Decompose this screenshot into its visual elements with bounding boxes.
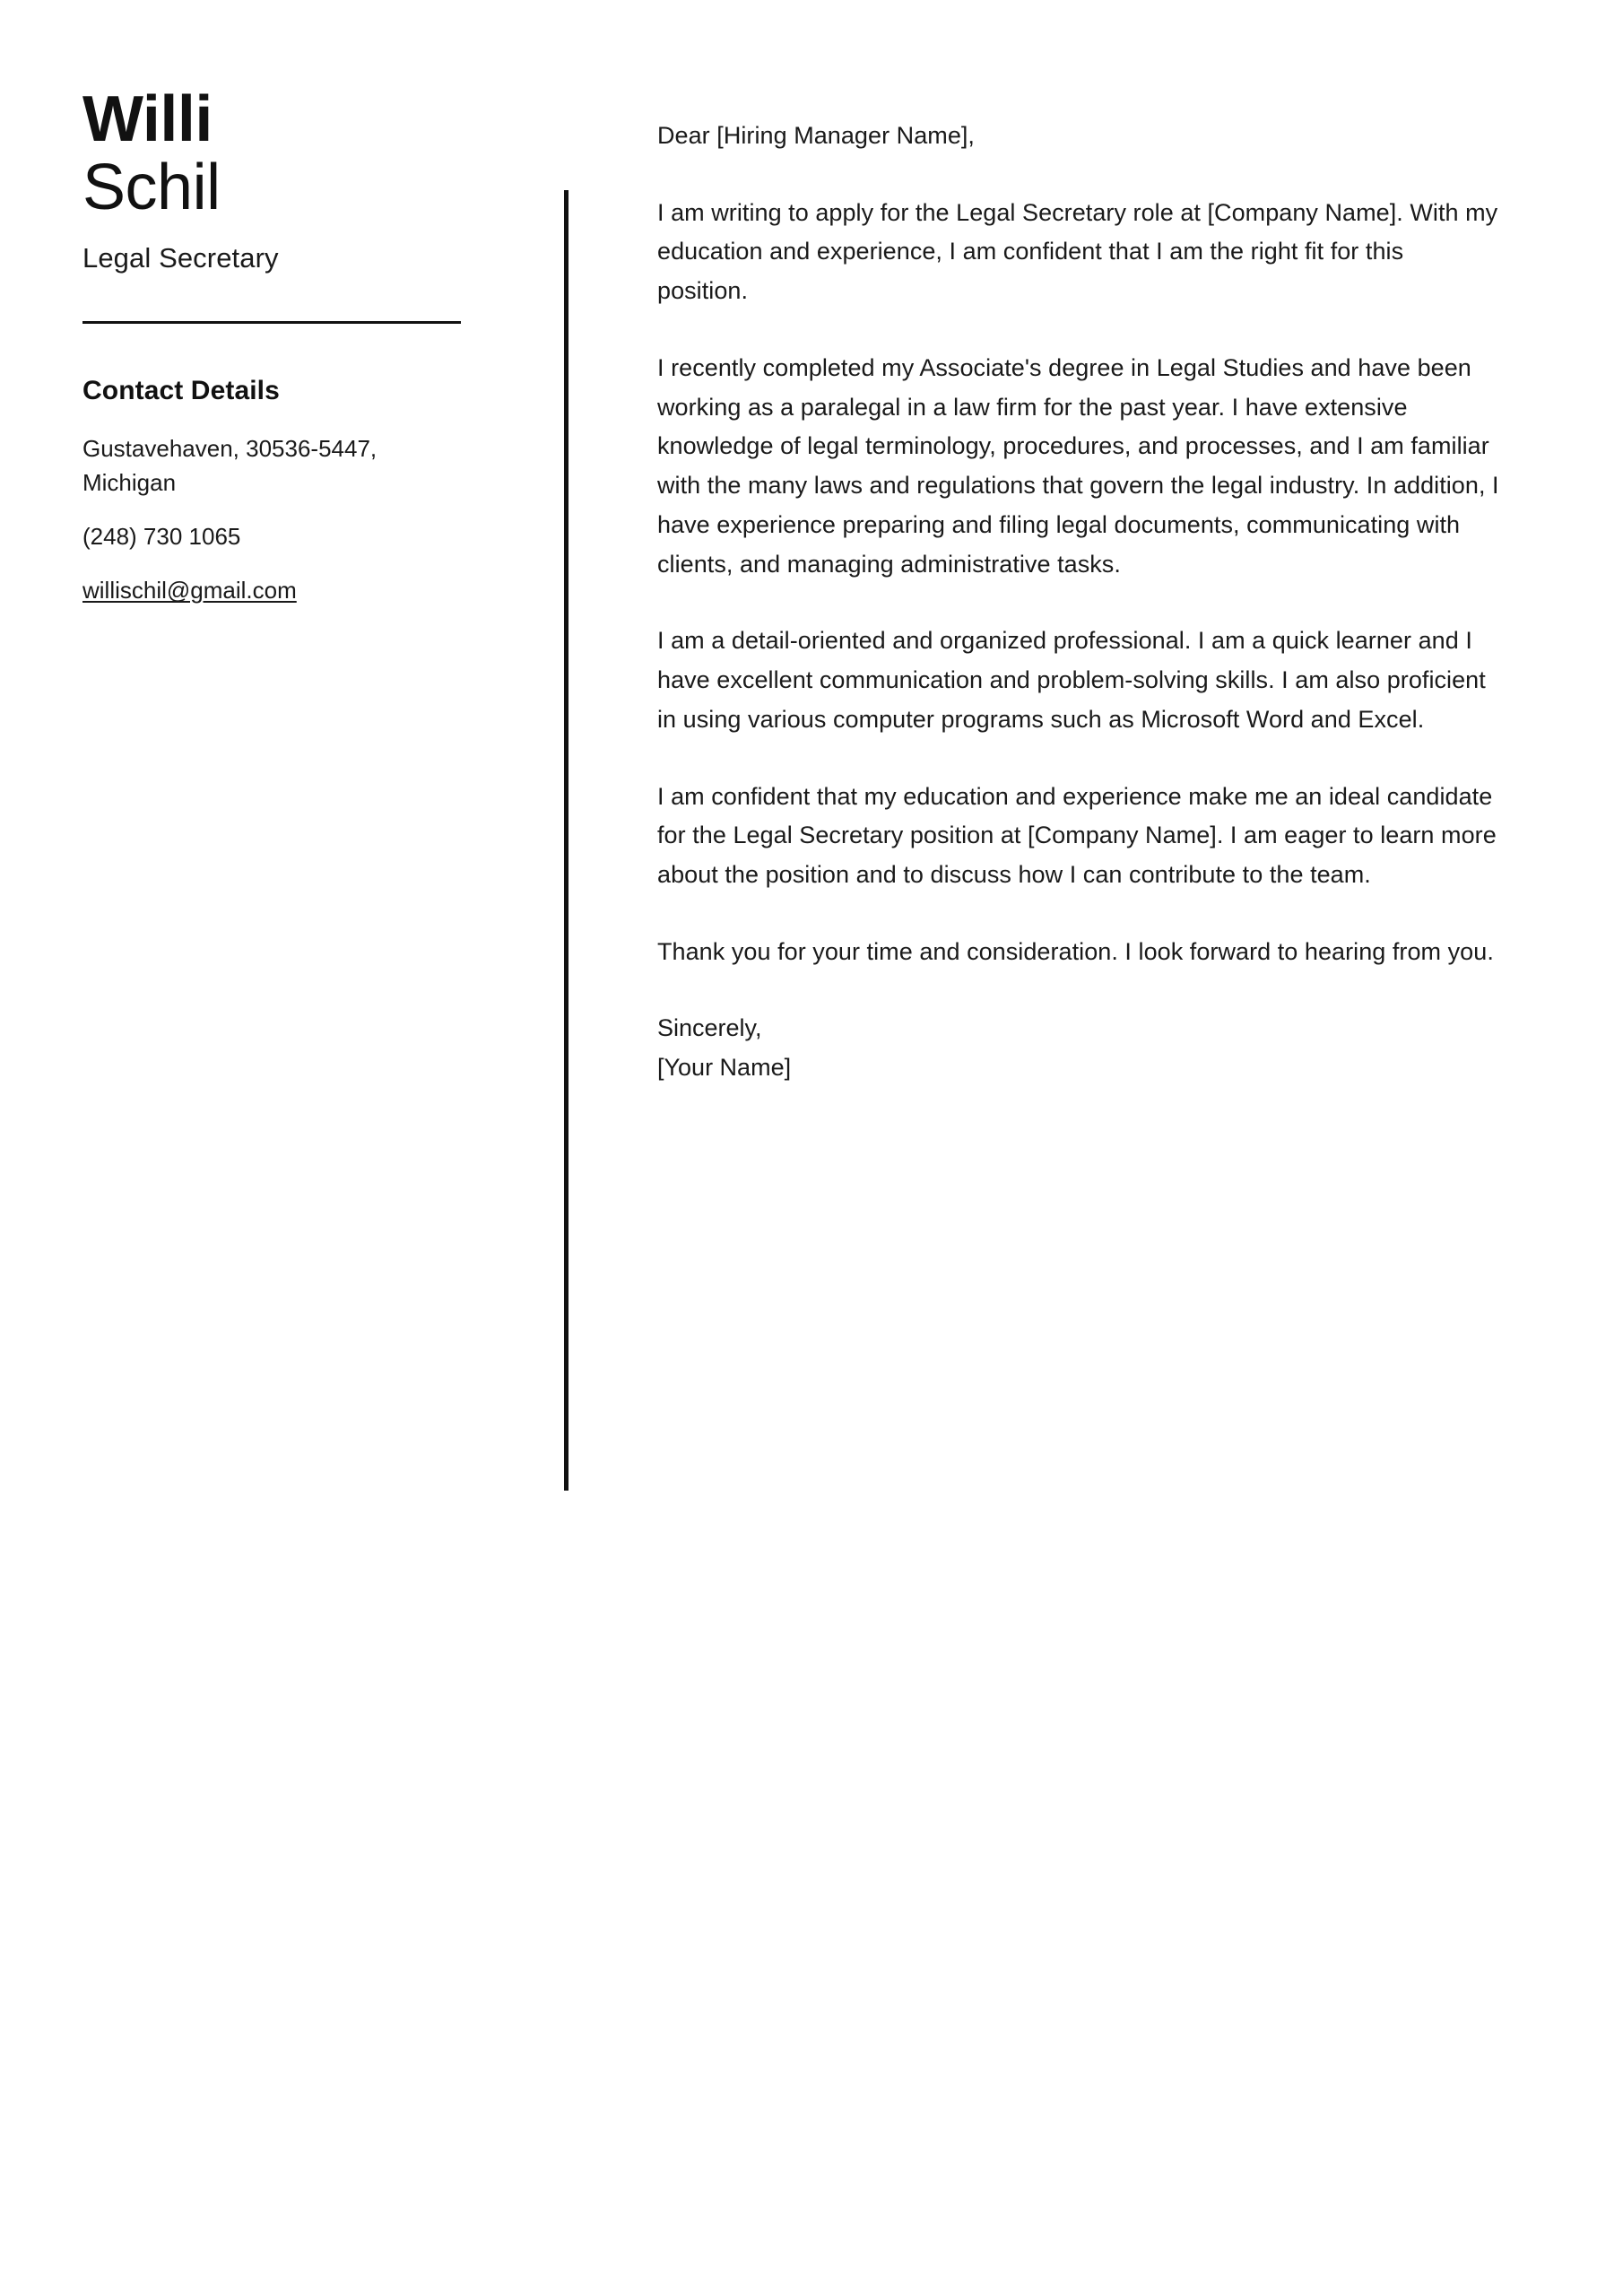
letter-salutation: Dear [Hiring Manager Name], [657,122,975,149]
signoff-signature-name: [Your Name] [657,1054,792,1082]
contact-email-item [82,573,468,607]
sidebar [82,85,468,608]
contact-details-list [82,431,468,608]
applicant-name [82,85,468,222]
contact-details-heading: Contact Details [82,375,280,405]
job-title: Legal Secretary [82,241,279,274]
applicant-first-name: Willi [82,83,213,155]
applicant-last-name: Schil [82,152,221,224]
contact-email-link[interactable]: willischil@gmail.com [82,577,297,604]
letter-paragraph: Thank you for your time and consideration. I look forward to hearing from you. [657,937,1494,965]
letter-paragraph: I am a detail-oriented and organized professional. I am a quick learner and I have excellent communication and problem-solving skills. I am also proficient in using various computer programs such as Microsoft Word and Excel. [657,627,1486,733]
signoff-closing: Sincerely, [657,1014,762,1042]
column-divider-rule [564,190,568,1491]
letter-body [657,117,1500,1088]
letter-paragraph: I am writing to apply for the Legal Secretary role at [Company Name]. With my education and experience, I am confident that I am the right fit for this position. [657,198,1498,305]
contact-phone: (248) 730 1065 [82,523,241,551]
letter-paragraph: I recently completed my Associate's degree in Legal Studies and have been working as a paralegal in a law firm for the past year. I have extensive knowledge of legal terminology, procedures, and processes, and I am familiar with the many laws and regulations that govern the legal industry. In addition, I have experience preparing and filing legal documents, communicating with clients, and managing administrative tasks. [657,353,1499,578]
contact-address-line2: Michigan [82,468,177,496]
letter-signoff [657,1009,1500,1087]
contact-address [82,431,468,500]
sidebar-divider-rule [82,321,461,324]
contact-address-line1: Gustavehaven, 30536-5447, [82,434,378,462]
letter-paragraph: I am confident that my education and experience make me an ideal candidate for the Legal Secretary position at [Company Name]. I am eager to learn more about the position and to discuss how I can contribute to the team. [657,782,1497,889]
